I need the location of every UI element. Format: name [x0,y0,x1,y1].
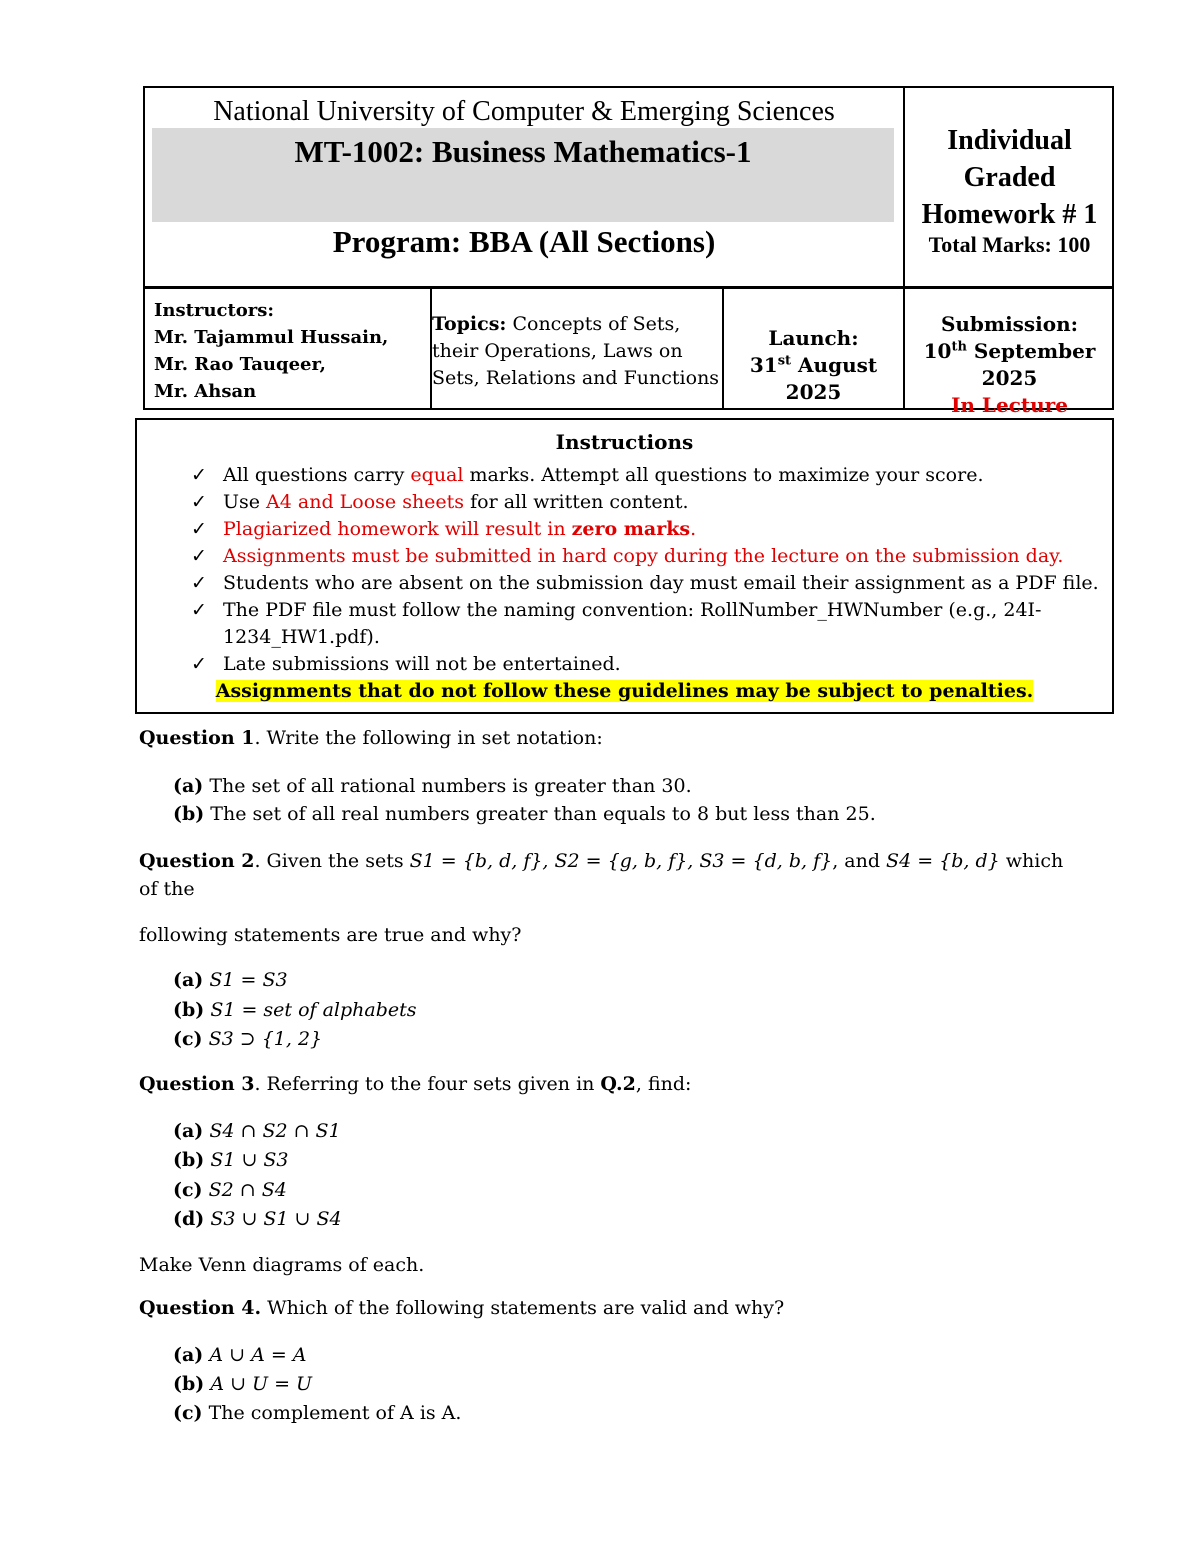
homework-line-2: Graded [963,162,1056,193]
question-2-part-c: (c) S3 ⊃ {1, 2} [173,1028,323,1050]
instructions-box [135,418,1114,714]
question-label: Question 4. [139,1297,262,1319]
topics-text: Concepts of Sets, [506,313,681,335]
question-2-part-b: (b) S1 = set of alphabets [173,999,417,1021]
question-2-cont: of the [139,878,195,900]
program-title: Program: BBA (All Sections) [332,224,716,259]
topics-text: Sets, Relations and Functions [432,367,720,389]
question-2-cont: following statements are true and why? [139,924,522,946]
checkmark-icon: ✓ [191,653,207,675]
checkmark-icon: ✓ [191,545,207,567]
question-label: Question 3 [139,1073,255,1095]
checkmark-icon: ✓ [191,572,207,594]
university-name: National University of Computer & Emerging Sciences [213,96,835,127]
question-4-part-b: (b) A ∪ U = U [173,1373,313,1395]
question-2: Question 2. Given the sets S1 = {b, d, f}, S2 = {g, b, f}, S3 = {d, b, f}, and S4 = {b, d} which [139,850,1064,872]
question-label: Question 1 [139,727,255,749]
question-1: Question 1. Write the following in set notation: [139,727,603,749]
launch-cell [724,325,903,406]
instructions-list [191,462,1101,678]
submission-label: Submission: [940,312,1079,336]
instruction-item: ✓ Late submissions will not be entertained. [191,651,1101,678]
question-1-part-b: (b) The set of all real numbers greater than equals to 8 but less than 25. [173,803,876,825]
total-marks: Total Marks: 100 [928,232,1091,257]
homework-line-3: Homework # 1 [921,199,1098,230]
question-3-part-b: (b) S1 ∪ S3 [173,1149,289,1171]
question-3: Question 3. Referring to the four sets given in Q.2, find: [139,1073,692,1095]
topics-text: their Operations, Laws on [432,340,683,362]
question-label: Question 2 [139,850,255,872]
instruction-item: ✓ Plagiarized homework will result in zero marks. [191,516,1101,543]
instruction-item: ✓ The PDF file must follow the naming convention: RollNumber_HWNumber (e.g., 24I- 1234_HW1.pdf). [191,599,1042,648]
homework-title [905,122,1114,233]
instructors-label: Instructors: [154,300,275,321]
submission-note: In Lecture [951,393,1068,417]
launch-label: Launch: [768,326,859,350]
question-3-part-c: (c) S2 ∩ S4 [173,1179,287,1201]
question-4: Question 4. Which of the following statements are valid and why? [139,1297,785,1319]
instructions-title: Instructions [555,430,694,454]
instruction-item: ✓ Use A4 and Loose sheets for all written content. [191,489,1101,516]
instructor-name: Mr. Rao Tauqeer, [154,354,326,375]
question-3-part-d: (d) S3 ∪ S1 ∪ S4 [173,1208,342,1230]
instructor-name: Mr. Tajammul Hussain, [154,327,389,348]
instruction-item: ✓ Assignments must be submitted in hard copy during the lecture on the submission day. [191,543,1101,570]
instructor-name: Mr. Ahsan [154,381,257,402]
checkmark-icon: ✓ [191,464,207,486]
topics-label: Topics: [432,313,507,335]
instruction-item: ✓ Students who are absent on the submission day must email their assignment as a PDF file. [191,570,1101,597]
course-title: MT-1002: Business Mathematics-1 [294,134,752,169]
question-2-part-a: (a) S1 = S3 [173,969,288,991]
homework-line-1: Individual [947,125,1072,156]
penalty-notice: Assignments that do not follow these guidelines may be subject to penalties. [215,680,1034,702]
instruction-item: ✓ All questions carry equal marks. Attempt all questions to maximize your score. [191,462,1101,489]
submission-date: 10th September 2025 [923,339,1096,390]
checkmark-icon: ✓ [191,491,207,513]
checkmark-icon: ✓ [191,518,207,540]
question-1-part-a: (a) The set of all rational numbers is greater than 30. [173,775,692,797]
header-table-top [143,86,1114,288]
venn-instruction: Make Venn diagrams of each. [139,1254,425,1276]
question-4-part-c: (c) The complement of A is A. [173,1402,462,1424]
submission-cell [905,311,1114,419]
launch-date: 31st August 2025 [749,353,878,404]
checkmark-icon: ✓ [191,599,207,621]
question-3-part-a: (a) S4 ∩ S2 ∩ S1 [173,1120,341,1142]
question-4-part-a: (a) A ∪ A = A [173,1344,307,1366]
topics-cell [432,311,722,392]
header-table-bottom [143,287,1114,417]
instructors-cell [154,297,388,405]
